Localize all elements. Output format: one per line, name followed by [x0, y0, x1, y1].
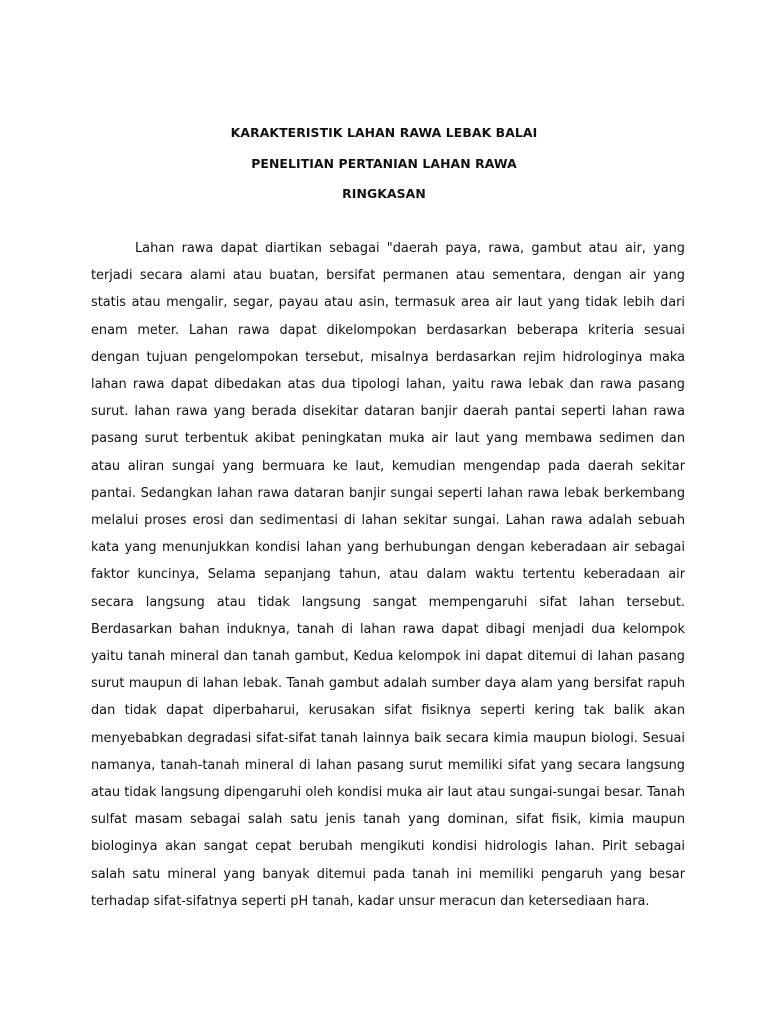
summary-paragraph: Lahan rawa dapat diartikan sebagai "daerah paya, rawa, gambut atau air, yang terjadi secara alami atau buatan, bersifat permanen atau sementara, dengan air yang statis atau mengalir, segar, payau atau asin, termasuk area air laut yang tidak lebih dari enam meter. Lahan rawa dapat dikelompokan berdasarkan beberapa kriteria sesuai dengan tujuan pengelompokan tersebut, misalnya berdasarkan rejim hidrologinya maka lahan rawa dapat dibedakan atas dua tipologi lahan, yaitu rawa lebak dan rawa pasang surut. lahan rawa yang berada disekitar dataran banjir daerah pantai seperti lahan rawa pasang surut terbentuk akibat peningkatan muka air laut yang membawa sedimen dan atau aliran sungai yang bermuara ke laut, kemudian mengendap pada daerah sekitar pantai. Sedangkan lahan rawa dataran banjir sungai seperti lahan rawa lebak berkembang melalui proses erosi dan sedimentasi di lahan sekitar sungai. Lahan rawa adalah sebuah kata yang menunjukkan kondisi lahan yang berhubungan dengan keberadaan air sebagai faktor kuncinya, Selama sepanjang tahun, atau dalam waktu tertentu keberadaan air secara langsung atau tidak langsung sangat mempengaruhi sifat lahan tersebut. Berdasarkan bahan induknya, tanah di lahan rawa dapat dibagi menjadi dua kelompok yaitu tanah mineral dan tanah gambut, Kedua kelompok ini dapat ditemui di lahan pasang surut maupun di lahan lebak. Tanah gambut adalah sumber daya alam yang bersifat rapuh dan tidak dapat diperbaharui, kerusakan sifat fisiknya seperti kering tak balik akan menyebabkan degradasi sifat-sifat tanah lainnya baik secara kimia maupun biologi. Sesuai namanya, tanah-tanah mineral di lahan pasang surut memiliki sifat yang secara langsung atau tidak langsung dipengaruhi oleh kondisi muka air laut atau sungai-sungai besar. Tanah sulfat masam sebagai salah satu jenis tanah yang dominan, sifat fisik, kimia maupun biologinya akan sangat cepat berubah mengikuti kondisi hidrologis lahan. Pirit sebagai salah satu mineral yang banyak ditemui pada tanah ini memiliki pengaruh yang besar terhadap sifat-sifatnya seperti pH tanah, kadar unsur meracun dan ketersediaan hara.: [91, 241, 685, 909]
section-heading: RINGKASAN: [342, 186, 426, 201]
document-title-line-2: PENELITIAN PERTANIAN LAHAN RAWA: [251, 156, 517, 171]
document-title-line-1: KARAKTERISTIK LAHAN RAWA LEBAK BALAI: [230, 125, 538, 140]
